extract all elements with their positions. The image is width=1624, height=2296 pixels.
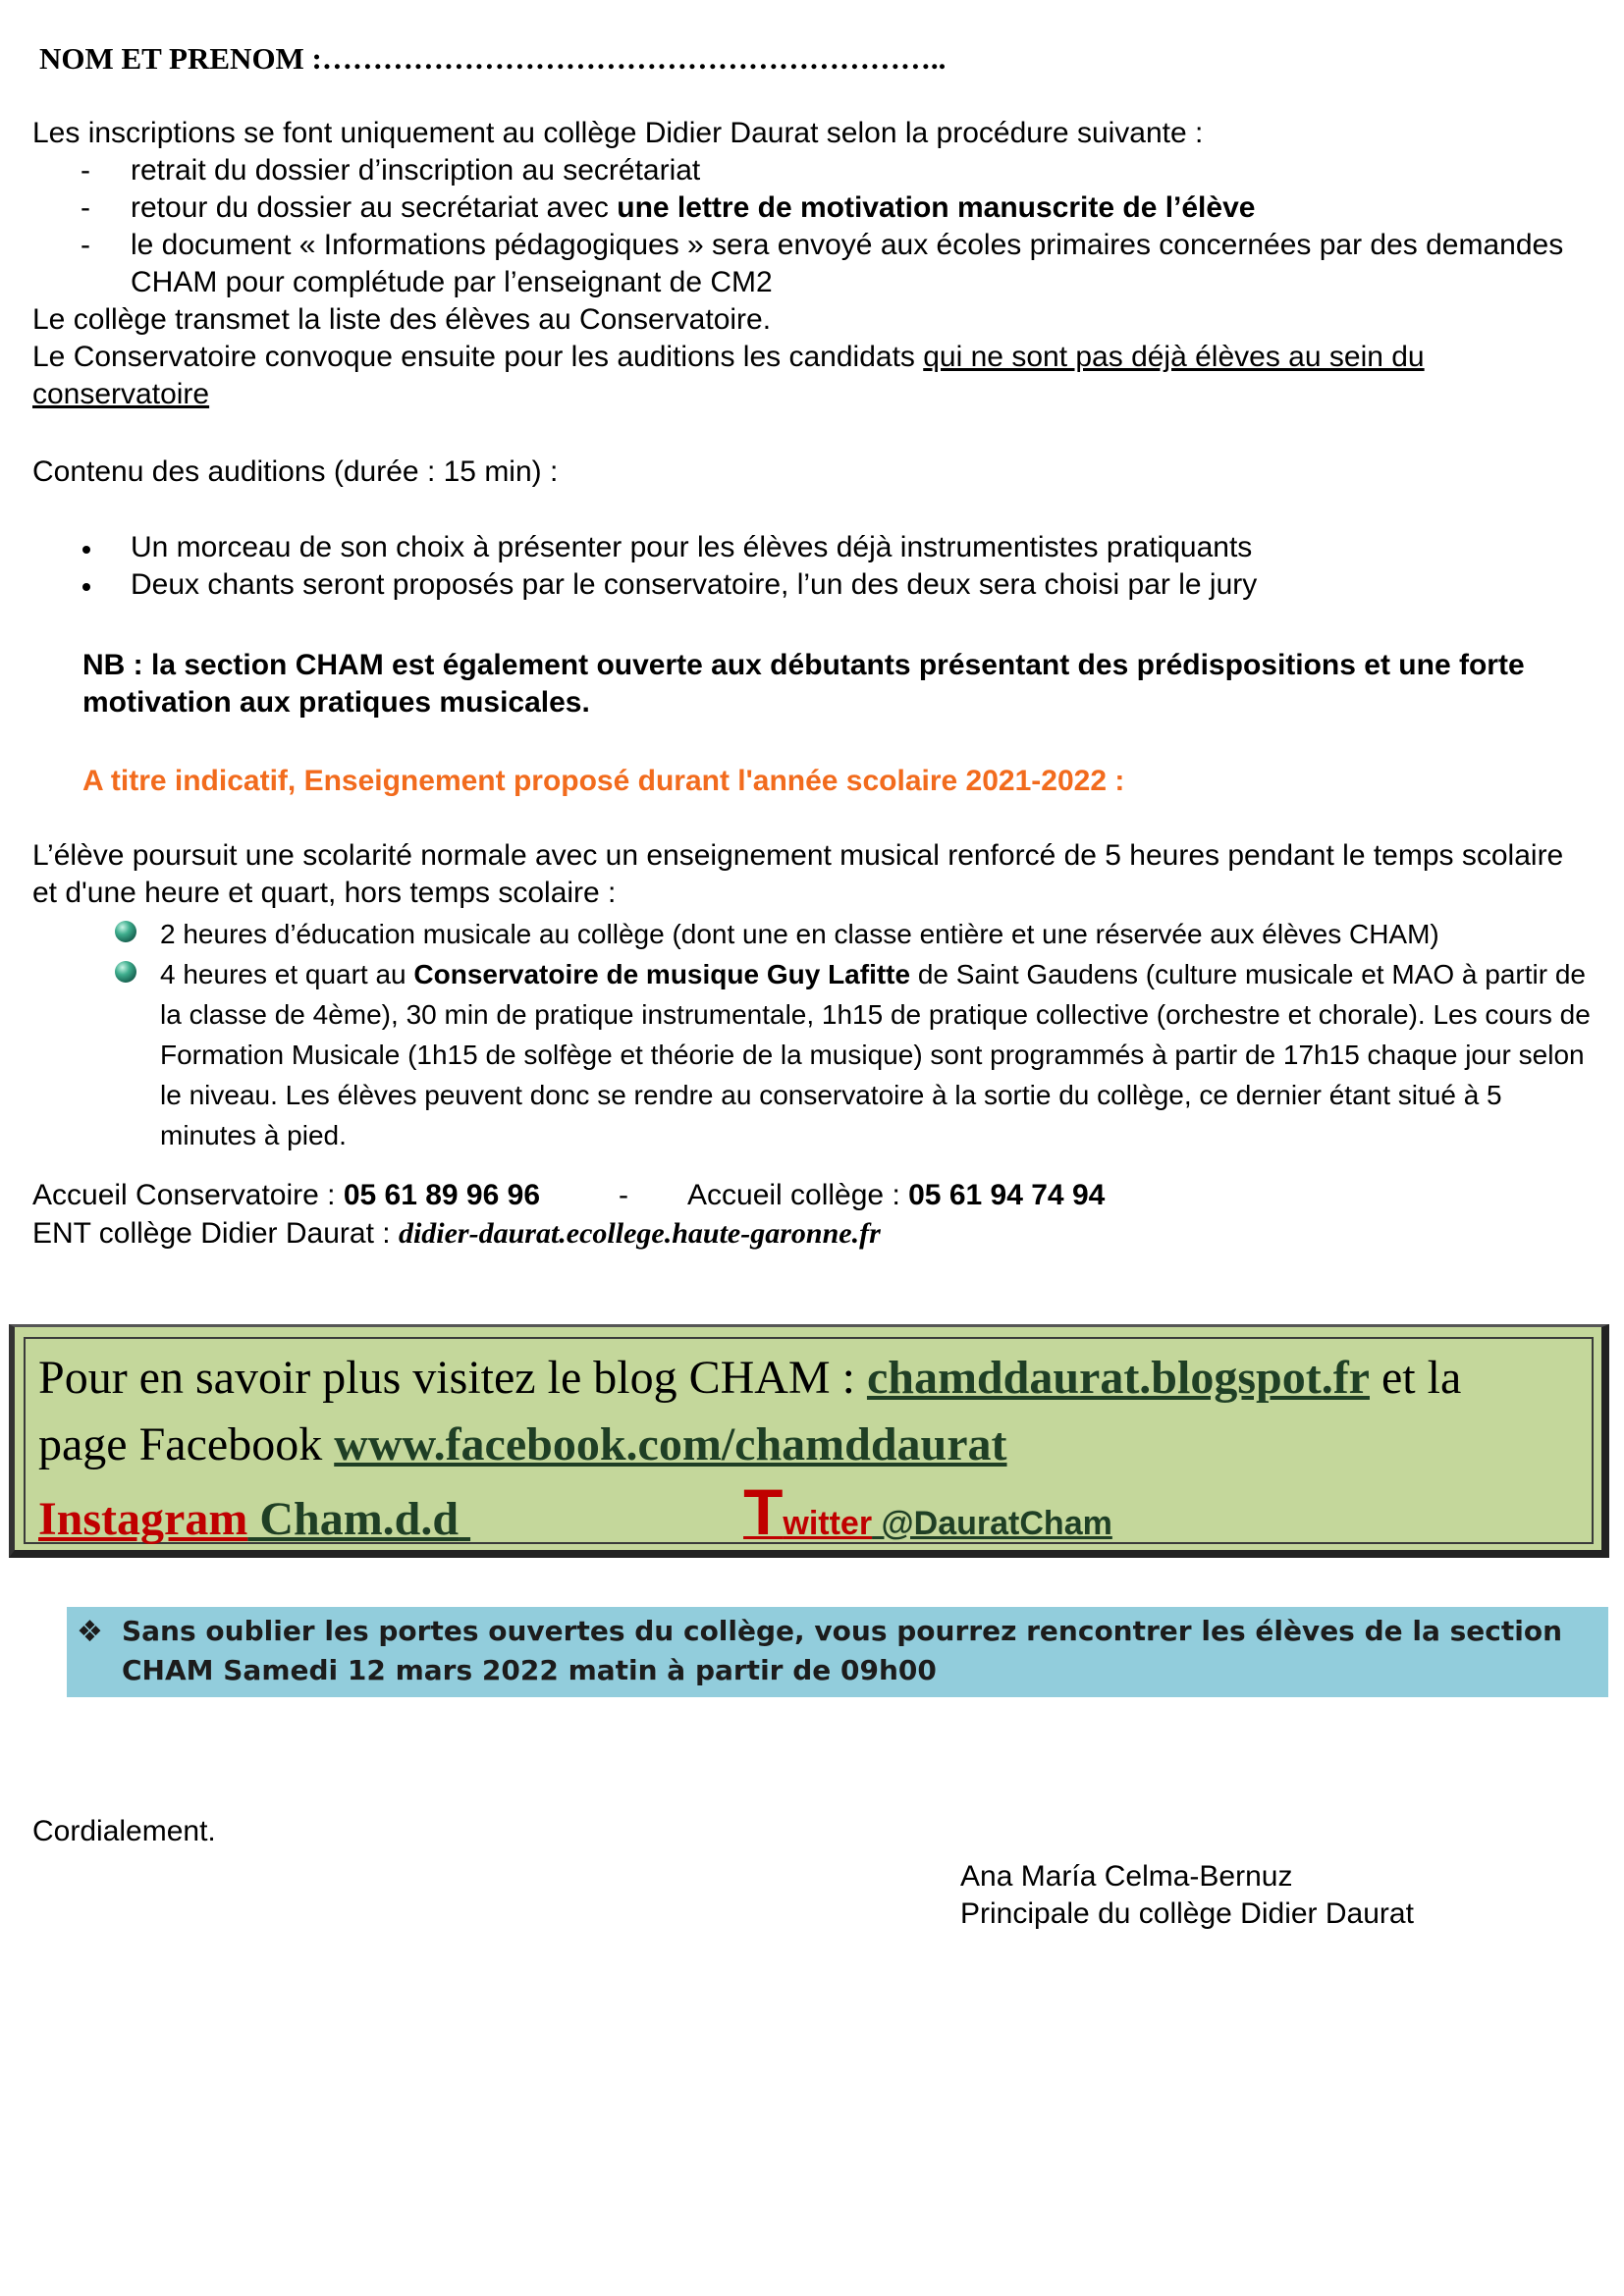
procedure-text: retrait du dossier d’inscription au secrétariat xyxy=(131,154,701,187)
procedure-text: retour du dossier au secrétariat avec xyxy=(131,191,618,224)
convoke-paragraph xyxy=(32,339,1594,413)
schooling-paragraph: L’élève poursuit une scolarité normale avec un enseignement musical renforcé de 5 heures pendant le temps scolaire et d'une heure et quart, hors temps scolaire : xyxy=(32,839,1564,909)
college-phone: 05 61 94 74 94 xyxy=(908,1179,1106,1211)
twitter-label[interactable] xyxy=(743,1475,873,1548)
nb-note: NB : la section CHAM est également ouverte aux débutants présentant des prédispositions et une forte motivation aux pratiques musicales. xyxy=(82,649,1525,719)
open-day-banner xyxy=(67,1607,1608,1697)
convoke-underlined: qui ne sont pas déjà élèves au sein du conservatoire xyxy=(32,341,1425,410)
green-gem-bullet-icon xyxy=(115,961,136,983)
blog-intro-text: Pour en savoir plus visitez le blog CHAM : xyxy=(38,1352,867,1404)
instagram-label[interactable]: Instagram xyxy=(38,1493,248,1545)
bullet-dot-icon xyxy=(82,546,90,554)
underline-spacer xyxy=(459,1486,743,1553)
convoke-text: Le Conservatoire convoque ensuite pour les auditions les candidats xyxy=(32,341,924,373)
procedure-item xyxy=(32,152,1603,189)
procedure-text: le document « Informations pédagogiques » sera envoyé aux écoles primaires concernées par des demandes CHAM pour complétude par l’enseignant de CM2 xyxy=(131,229,1564,298)
twitter-handle[interactable]: @DauratCham xyxy=(872,1505,1112,1542)
audition-item-text: Un morceau de son choix à présenter pour les élèves déjà instrumentistes pratiquants xyxy=(131,531,1253,563)
closing-text: Cordialement. xyxy=(32,1815,216,1847)
procedure-item xyxy=(32,227,1603,301)
ent-line xyxy=(32,1215,881,1253)
dash-marker: - xyxy=(81,191,90,224)
conservatoire-label: Accueil Conservatoire : xyxy=(32,1179,344,1211)
teaching-text-post: de Saint Gaudens (culture musicale et MAO à partir de la classe de 4ème), 30 min de pratique instrumentale, 1h15 de pratique collective (orchestre et chorale). Les cours de Formation Musicale (1h15 de solfège et théorie de la musique) sont programmés à partir de 17h15 chaque jour selon le niveau. Les élèves peuvent donc se rendre au conservatoire à la sortie du collège, ce dernier étant situé à 5 minutes à pied. xyxy=(160,959,1591,1150)
contact-separator: - xyxy=(619,1179,628,1211)
teaching-list xyxy=(32,914,1603,1155)
dash-marker: - xyxy=(81,154,90,187)
ent-label: ENT collège Didier Daurat : xyxy=(32,1217,399,1250)
blog-line-1 xyxy=(38,1345,1599,1412)
conservatoire-phone: 05 61 89 96 96 xyxy=(343,1179,540,1211)
blog-info-box xyxy=(9,1324,1609,1558)
teaching-item xyxy=(32,954,1603,1155)
diamond-bullet-icon: ❖ xyxy=(77,1615,103,1649)
twitter-big-t: T xyxy=(743,1475,784,1548)
instagram-handle[interactable]: Cham.d.d xyxy=(247,1493,460,1545)
blog-url-link[interactable]: chamddaurat.blogspot.fr xyxy=(866,1352,1370,1404)
signature-block xyxy=(960,1858,1414,1933)
facebook-url-link[interactable]: www.facebook.com/chamddaurat xyxy=(334,1418,1007,1470)
contact-line xyxy=(32,1177,1105,1214)
procedure-bold: une lettre de motivation manuscrite de l’élève xyxy=(617,191,1256,224)
audition-item xyxy=(32,566,1603,604)
audition-item-text: Deux chants seront proposés par le conservatoire, l’un des deux sera choisi par le jury xyxy=(131,568,1258,601)
audition-item xyxy=(32,529,1603,566)
audition-title: Contenu des auditions (durée : 15 min) : xyxy=(32,455,559,488)
teaching-text: 2 heures d’éducation musicale au collège (dont une en classe entière et une réservée aux élèves CHAM) xyxy=(160,919,1439,949)
transmit-paragraph: Le collège transmet la liste des élèves au Conservatoire. xyxy=(32,303,772,336)
signer-name: Ana María Celma-Bernuz xyxy=(960,1860,1293,1893)
name-field-line: NOM ET PRENOM :…………………………………………………….. xyxy=(39,41,947,76)
teaching-bold: Conservatoire de musique Guy Lafitte xyxy=(413,959,911,989)
ent-url-link[interactable]: didier-daurat.ecollege.haute-garonne.fr xyxy=(398,1217,881,1250)
twitter-rest: witter xyxy=(783,1505,873,1542)
signer-title: Principale du collège Didier Daurat xyxy=(960,1897,1414,1930)
blog-line-3 xyxy=(38,1475,1599,1557)
college-label: Accueil collège : xyxy=(687,1179,909,1211)
green-gem-bullet-icon xyxy=(115,921,136,942)
procedure-list xyxy=(32,152,1603,301)
procedure-item xyxy=(32,189,1603,227)
indicatif-heading: A titre indicatif, Enseignement proposé durant l'année scolaire 2021-2022 : xyxy=(82,765,1125,797)
audition-list xyxy=(32,529,1603,604)
facebook-intro-text: page Facebook xyxy=(38,1418,335,1470)
teaching-item xyxy=(32,914,1603,954)
blog-line-2 xyxy=(38,1412,1599,1478)
blog-tail-text: et la xyxy=(1369,1352,1462,1404)
open-day-text: Sans oublier les portes ouvertes du collège, vous pourrez rencontrer les élèves de la section CHAM Samedi 12 mars 2022 matin à partir de 09h00 xyxy=(122,1615,1563,1686)
bullet-dot-icon xyxy=(82,583,90,591)
dash-marker: - xyxy=(81,229,90,261)
teaching-text: 4 heures et quart au xyxy=(160,959,414,989)
intro-paragraph: Les inscriptions se font uniquement au collège Didier Daurat selon la procédure suivante : xyxy=(32,117,1204,149)
